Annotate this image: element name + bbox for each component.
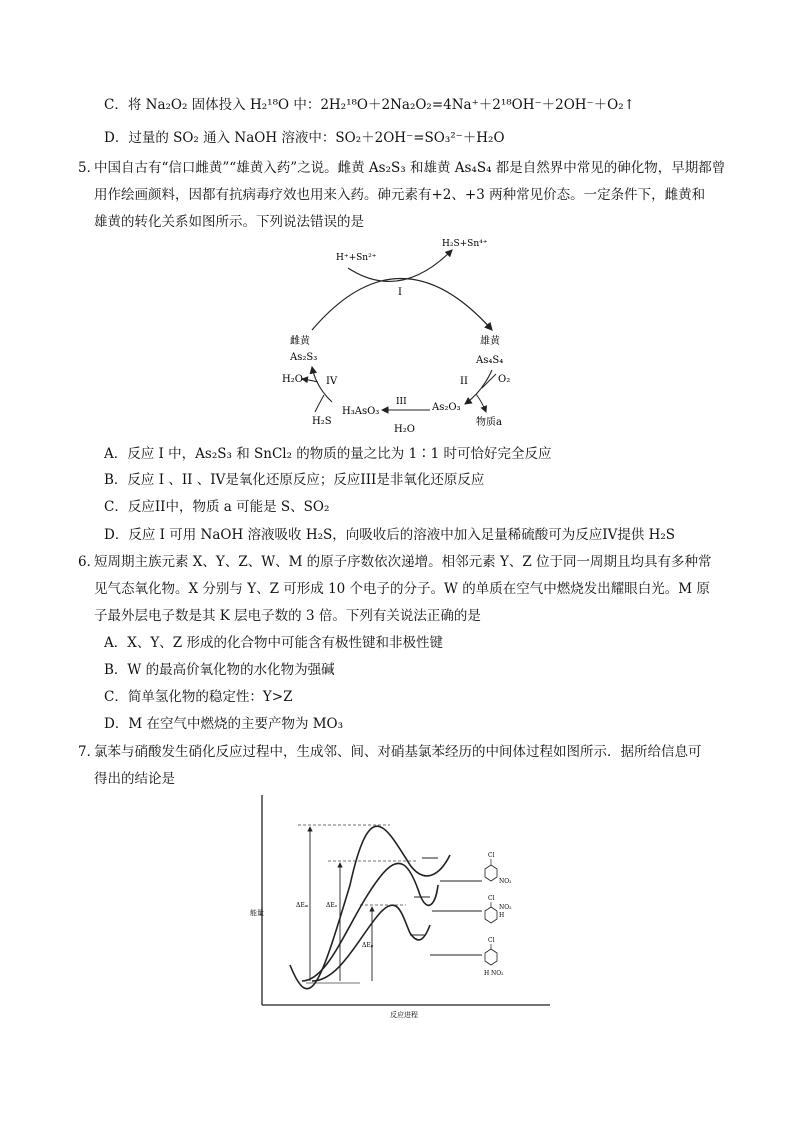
label-reaction-2: II [460, 376, 468, 387]
option-letter: D． [104, 130, 129, 146]
a-branch [476, 394, 486, 412]
q5-stem-line-1: 中国自古有“信口雌黄”“雄黄入药”之说。雌黄 As₂S₃ 和雄黄 As₄S₄ 都是自然界中常见的砷化物，早期都曾 [94, 160, 726, 176]
option-letter: C． [104, 499, 128, 515]
option-letter: C． [104, 97, 128, 113]
label-reaction-4: IV [326, 376, 338, 387]
label-h2s-left: H₂S [312, 416, 332, 427]
option-text: W 的最高价氧化物的水化物为强碱 [127, 662, 335, 678]
option-letter: A． [104, 635, 128, 651]
label-o2: O₂ [498, 374, 511, 385]
option-letter: B． [104, 662, 128, 678]
option-letter: C． [104, 689, 128, 705]
option-text: 简单氢化物的稳定性：Y>Z [127, 689, 293, 705]
q5-option-c [104, 497, 329, 517]
label-as4s4: As₄S₄ [476, 355, 504, 366]
structure-para [484, 937, 504, 977]
structure-meta [485, 852, 512, 885]
label-delta-em: ΔEₘ [296, 902, 309, 909]
option-letter: B． [104, 472, 128, 488]
label-as2o3: As₂O₃ [432, 402, 461, 413]
label-h3aso3: H₃AsO₃ [342, 406, 380, 417]
label-h2o-left: H₂O [282, 374, 303, 385]
svg-text:Cl: Cl [488, 852, 495, 859]
label-cihuang: 雌黄 [290, 336, 310, 347]
svg-text:H: H [499, 912, 505, 919]
option-text: 反应II中，物质 a 可能是 S、SO₂ [127, 499, 330, 515]
q4-option-d [104, 128, 505, 148]
arrow-reaction-2 [465, 370, 492, 404]
option-text: 反应 I 可用 NaOH 溶液吸收 H₂S，向吸收后的溶液中加入足量稀硫酸可为反应IV提供 H₂S [128, 527, 676, 543]
label-top-right: H₂S+Sn⁴⁺ [442, 239, 488, 249]
label-reaction-3: III [396, 397, 407, 407]
svg-text:NO₂: NO₂ [499, 878, 512, 885]
svg-text:NO₂: NO₂ [491, 970, 504, 977]
label-delta-ep: ΔEₚ [362, 942, 374, 949]
svg-text:NO₂: NO₂ [499, 904, 512, 911]
q6-option-d [104, 714, 343, 734]
svg-text:Cl: Cl [488, 937, 495, 944]
q7-energy-diagram [250, 785, 560, 1020]
q5-option-d [104, 525, 675, 545]
q7-stem-line-1: 氯苯与硝酸发生硝化反应过程中，生成邻、间、对硝基氯苯经历的中间体过程如图所示．据所给信息可 [94, 744, 702, 760]
q4-option-c [104, 95, 635, 115]
label-xionghuang: 雄黄 [480, 336, 500, 347]
q5-reaction-diagram [270, 232, 530, 442]
label-delta-eo: ΔEₒ [326, 902, 338, 909]
option-letter: D． [104, 527, 129, 543]
q6-option-c [104, 687, 292, 707]
q5-number: 5． [78, 160, 101, 176]
label-reaction-1: I [398, 287, 402, 298]
svg-text:H: H [484, 970, 490, 977]
option-text: 反应 I 中，As₂S₃ 和 SnCl₂ 的物质的量之比为 1∶1 时可恰好完全反应 [127, 446, 552, 462]
q7-stem-line-2: 得出的结论是 [94, 771, 175, 787]
label-top-left: H⁺+Sn²⁺ [336, 253, 377, 263]
option-text: X、Y、Z 形成的化合物中可能含有极性键和非极性键 [127, 635, 443, 651]
option-text: M 在空气中燃烧的主要产物为 MO₃ [128, 716, 344, 732]
q5-stem-line-3: 雄黄的转化关系如图所示。下列说法错误的是 [94, 214, 364, 230]
label-as2s3: As₂S₃ [290, 352, 318, 363]
option-text: 过量的 SO₂ 通入 NaOH 溶液中：SO₂＋2OH⁻=SO₃²⁻＋H₂O [128, 130, 505, 146]
q5-stem-line-2: 用作绘画颜料，因都有抗病毒疗效也用来入药。砷元素有+2、+3 两种常见价态。一定条件下，雌黄和 [94, 187, 706, 203]
q5-option-b [104, 470, 484, 490]
curve-ortho [302, 863, 438, 981]
h2s-branch [315, 395, 324, 412]
structure-ortho [485, 895, 512, 923]
q6-stem-line-1: 短周期主族元素 X、Y、Z、W、M 的原子序数依次递增。相邻元素 Y、Z 位于同一周期且均具有多种常 [94, 554, 712, 570]
q6-stem-line-3: 子最外层电子数是其 K 层电子数的 3 倍。下列有关说法正确的是 [94, 608, 481, 624]
label-substance-a: 物质a [476, 417, 502, 428]
q7-number: 7． [78, 744, 101, 760]
option-text: 反应 I 、II 、IV是氧化还原反应；反应III是非氧化还原反应 [127, 472, 485, 488]
q6-stem-line-2: 见气态氧化物。X 分别与 Y、Z 可形成 10 个电子的分子。W 的单质在空气中燃烧发出耀眼白光。M 原 [94, 581, 710, 597]
q6-option-a [104, 633, 443, 653]
label-h2o-bottom: H₂O [394, 424, 415, 435]
option-letter: D． [104, 716, 129, 732]
x-axis-label: 反应进程 [390, 1011, 418, 1019]
svg-text:Cl: Cl [488, 895, 495, 902]
arc-reaction-1 [312, 279, 492, 331]
option-letter: A． [104, 446, 128, 462]
option-text: 将 Na₂O₂ 固体投入 H₂¹⁸O 中：2H₂¹⁸O＋2Na₂O₂=4Na⁺＋2¹⁸OH⁻＋2OH⁻＋O₂↑ [127, 97, 635, 113]
q6-option-b [104, 660, 335, 680]
curve-meta [290, 826, 450, 989]
y-axis-label: 能量 [250, 909, 264, 917]
q5-option-a [104, 444, 552, 464]
q6-number: 6． [78, 554, 101, 570]
